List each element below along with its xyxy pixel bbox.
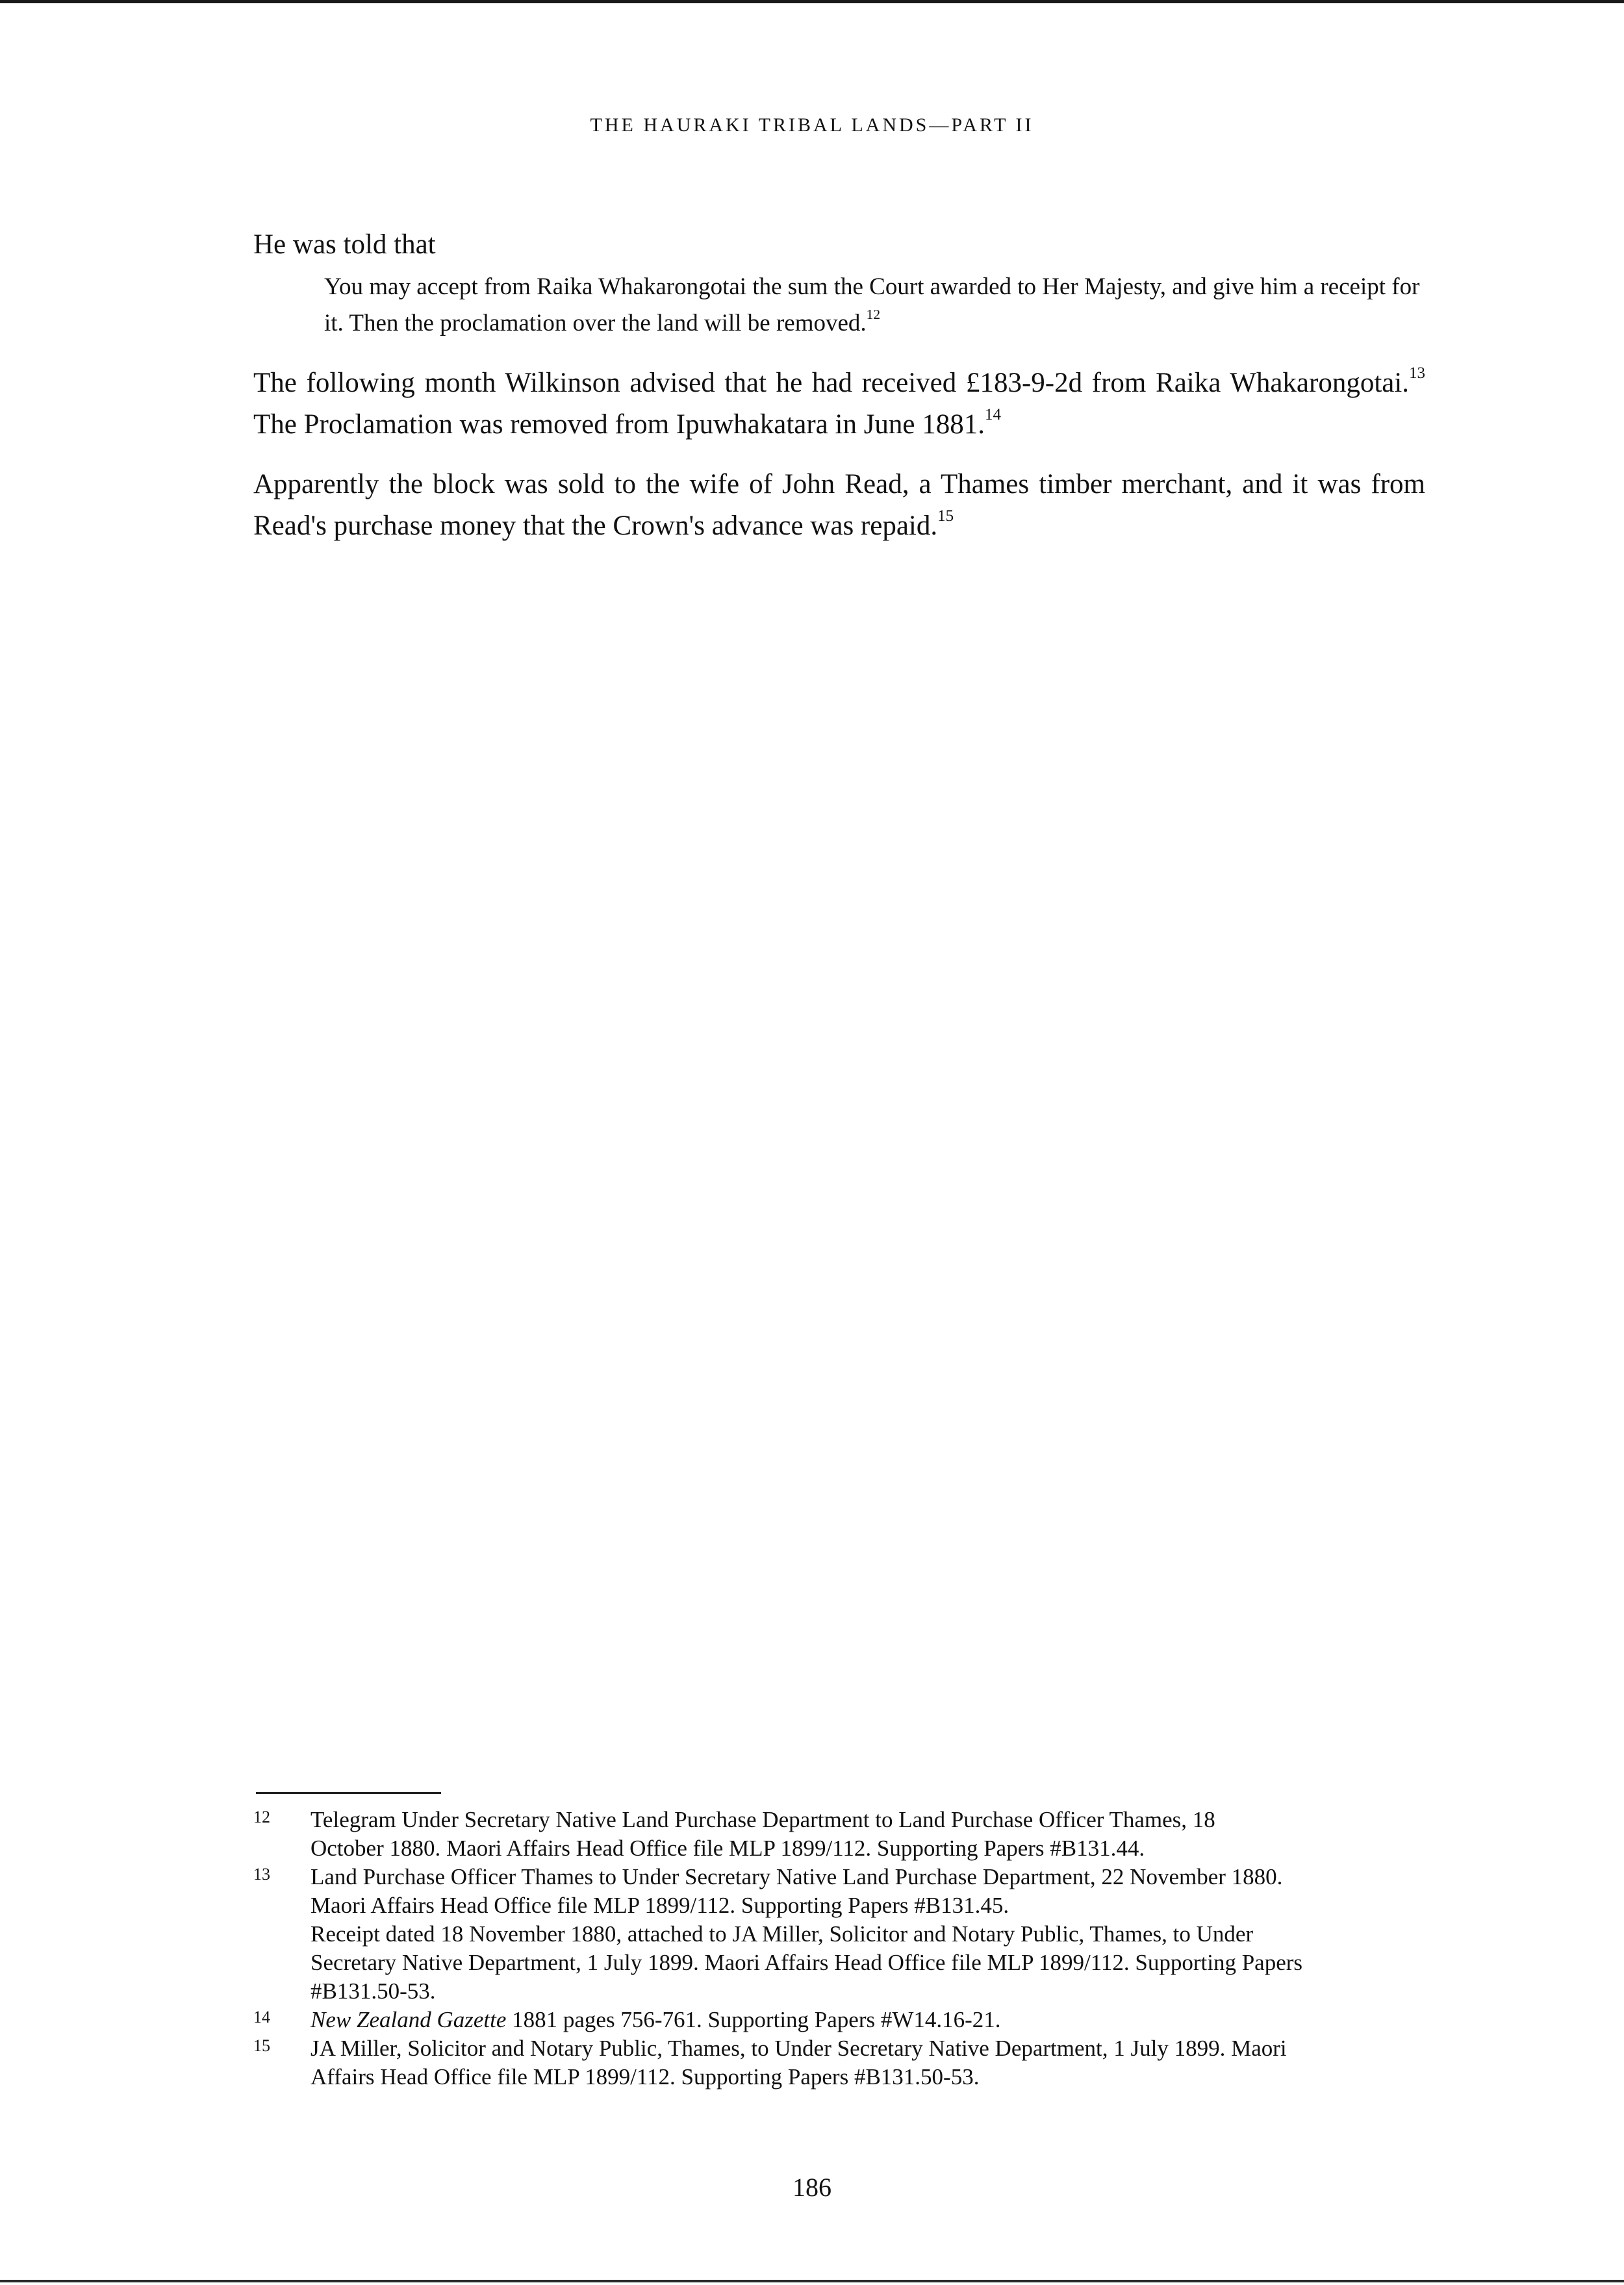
paragraph-1-part-1: The following month Wilkinson advised that he had received £183-9-2d from Raika Whakarongotai. [253, 368, 1410, 398]
footnote-line: JA Miller, Solicitor and Notary Public, Thames, to Under Secretary Native Department, 1 July 1899. Maori [311, 2036, 1287, 2061]
footnote-line: Receipt dated 18 November 1880, attached to JA Miller, Solicitor and Notary Public, Thames, to Under [311, 1921, 1254, 1947]
intro-text: He was told that [253, 229, 436, 260]
footnote-number: 14 [253, 2008, 270, 2026]
footnote-12 [253, 1806, 1425, 1863]
running-head: THE HAURAKI TRIBAL LANDS—PART II [590, 114, 1034, 136]
footnote-line: Secretary Native Department, 1 July 1899. Maori Affairs Head Office file MLP 1899/112. Supporting Papers [311, 1950, 1303, 1975]
footnote-line: Maori Affairs Head Office file MLP 1899/112. Supporting Papers #B131.45. [311, 1893, 1009, 1918]
footnote-line: October 1880. Maori Affairs Head Office file MLP 1899/112. Supporting Papers #B131.44. [311, 1836, 1145, 1861]
block-quote [324, 269, 1425, 342]
gazette-title: New Zealand Gazette [311, 2007, 507, 2032]
paragraph-2-text: Apparently the block was sold to the wife of John Read, a Thames timber merchant, and it was from Read's purchase money that the Crown's advance was repaid. [253, 469, 1425, 541]
quote-text: You may accept from Raika Whakarongotai the sum the Court awarded to Her Majesty, and give him a receipt for it. Then the proclamation over the land will be removed. [324, 273, 1420, 336]
bottom-page-edge [0, 2280, 1624, 2282]
footnote-14 [253, 2006, 1425, 2034]
footnote-number: 12 [253, 1808, 270, 1826]
paragraph-read [253, 464, 1425, 547]
footnote-line [311, 2006, 1425, 2034]
footnote-ref-15[interactable]: 15 [937, 507, 954, 525]
footnote-ref-12[interactable]: 12 [866, 306, 881, 322]
top-page-edge [0, 0, 1624, 3]
footnote-line: Affairs Head Office file MLP 1899/112. Supporting Papers #B131.50-53. [311, 2064, 980, 2089]
footnote-line: Land Purchase Officer Thames to Under Secretary Native Land Purchase Department, 22 November 1880. [311, 1864, 1283, 1889]
footnote-ref-14[interactable]: 14 [985, 405, 1001, 423]
intro-line [253, 224, 1425, 266]
footnote-divider [256, 1792, 441, 1794]
footnote-15 [253, 2034, 1425, 2091]
paragraph-wilkinson [253, 362, 1425, 446]
gazette-citation: 1881 pages 756-761. Supporting Papers #W14.16-21. [506, 2007, 1001, 2032]
page-number: 186 [793, 2173, 831, 2202]
footnote-ref-13[interactable]: 13 [1409, 364, 1425, 382]
paragraph-1-part-2: The Proclamation was removed from Ipuwhakatara in June 1881. [253, 409, 985, 440]
footnote-number: 15 [253, 2036, 270, 2055]
footnote-line: Telegram Under Secretary Native Land Purchase Department to Land Purchase Officer Thames, 18 [311, 1807, 1215, 1832]
footnote-line: #B131.50-53. [311, 1978, 436, 2004]
footnote-number: 13 [253, 1865, 270, 1884]
footnote-13 [253, 1863, 1425, 2006]
footnotes [253, 1806, 1425, 2091]
